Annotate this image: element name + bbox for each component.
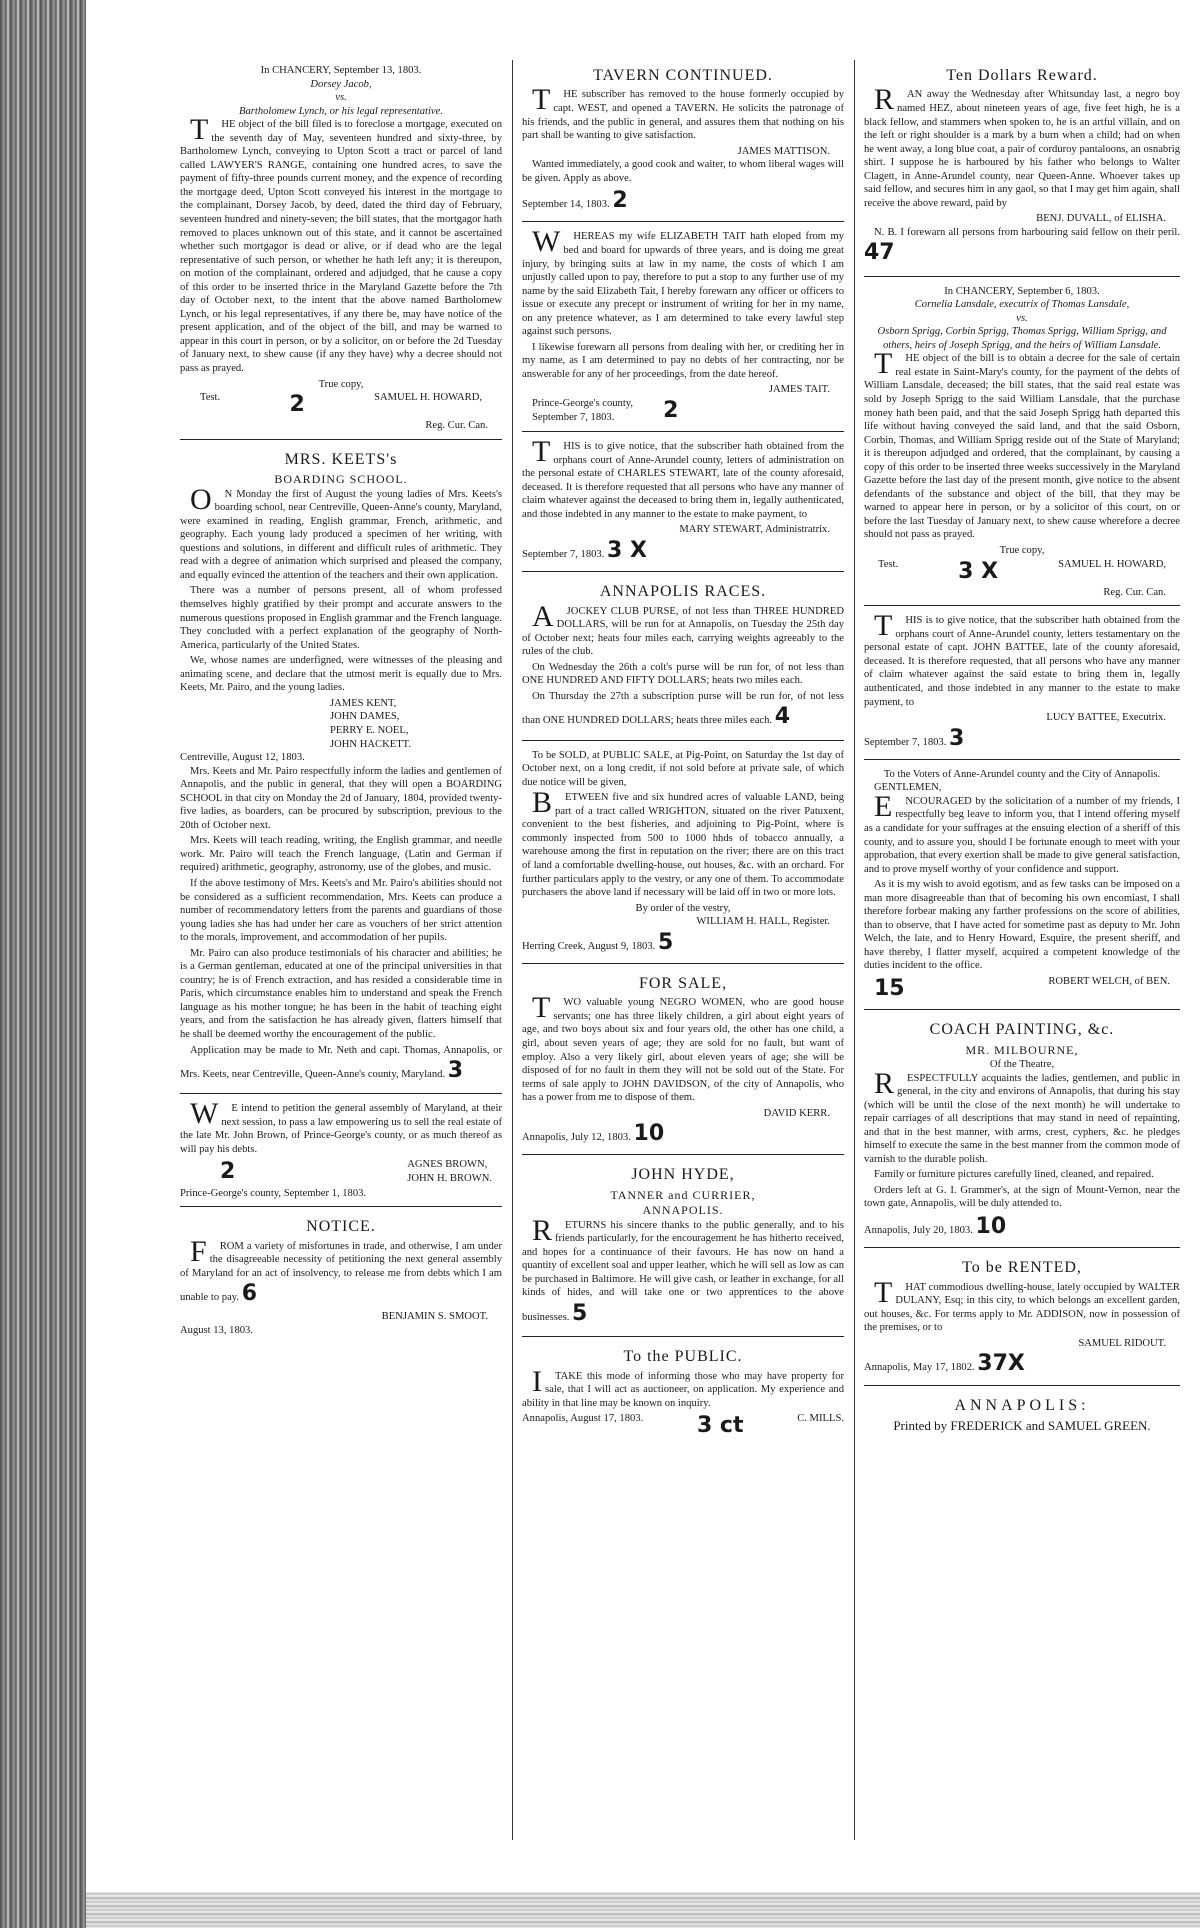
column-2 <box>522 60 844 1860</box>
coach-body: RESPECTFULLY acquaints the ladies, gentlemen, and public in general, in the city and environs of Annapolis, that during his stay (which will be until the close of the next month) he will undertake to repair carriages of all descriptions that may stand in need of repainting, and that in the best manner, with arms, crest, cyphers, &c. he pledges himself to execute the same in the best manner from the common mode of varnish to the durable polish. <box>864 1066 1180 1165</box>
tait-notice <box>522 226 844 432</box>
chancery2-head: In CHANCERY, September 6, 1803. <box>944 285 1100 297</box>
tavern-date-row: September 14, 1803. 2 <box>522 188 628 214</box>
chancery2-test: Test. <box>878 558 899 570</box>
for-sale-ad <box>522 968 844 1156</box>
voters-salute: GENTLEMEN, <box>874 782 942 794</box>
hyde-place: ANNAPOLIS. <box>642 1203 724 1218</box>
keets-title: MRS. KEETS's <box>284 450 398 468</box>
coach-sub: MR. MILBOURNE, <box>965 1042 1079 1057</box>
land-sale-ad <box>522 745 844 964</box>
tait-body: WHEREAS my wife ELIZABETH TAIT hath eloped from my bed and board for upwards of three years, and is doing me great injury, by bringing suits at law in my name, the costs of which I am unjustly called upon to pay, therefore to put a stop to any further use of my name by the said Elizabeth Tait, I hereby forewarn any officer or officers to issue or execute any precept or instrument of writing for her in my name, on any pretence whatever, as I am determined to take every lawful step against such persons. <box>522 225 844 338</box>
chancery2-body: THE object of the bill is to obtain a decree for the sale of certain real estate in Saint-Mary's county, for the payment of the debts of William Lansdale, deceased; the bill states, that the said real estate was sold by Joseph Sprigg to the said William Lansdale, that the purchase money hath been paid, and that the said Joseph Sprigg hath departed this life without having conveyed the said land, and that the said Osborn, Corbin, Thomas, and William Sprigg reside out of the State of Maryland; it is thereupon adjudged and ordered, that the complainant, by causing a copy of this order to be inserted three weeks successively in the Maryland Gazette before the last day of the present month, give notice to the absent defendants of the substance and object of the bill, that they may be warned to appear here in person, or by a solicitor of this court, on or before the last Tuesday of January next, to shew cause wherefore a decree should not pass as prayed. <box>864 347 1180 541</box>
page-bottom-edge <box>86 1892 1200 1928</box>
petition-sig1: AGNES BROWN, <box>407 1159 488 1171</box>
column-3 <box>864 60 1180 1860</box>
stewart-notice <box>522 436 844 572</box>
chancery2-vs: vs. <box>1016 312 1028 324</box>
public-notice <box>522 1341 844 1446</box>
races-p1: AJOCKEY CLUB PURSE, of not less than THREE HUNDRED DOLLARS, will be run for at Annapolis, on Tuesday the 25th day of October next; heats four miles each, carrying weights agreeably to the rules of the club. <box>522 599 844 658</box>
rented-body: THAT commodious dwelling-house, lately occupied by WALTER DULANY, Esq; in this city, to which belongs an excellent garden, out houses, &c. For terms apply to Mr. ADDISON, now in possession of the premises, or to <box>864 1275 1180 1334</box>
chancery2-notice <box>864 281 1180 607</box>
rented-ad <box>864 1252 1180 1385</box>
stewart-date-row: September 7, 1803. 3 X <box>522 538 647 563</box>
forsale-date-row: Annapolis, July 12, 1803. 10 <box>522 1121 665 1147</box>
voters-sig: ROBERT WELCH, of BEN. <box>1048 976 1170 988</box>
battee-date-row: September 7, 1803. 3 <box>864 725 965 751</box>
chancery-head: In CHANCERY, September 13, 1803. <box>260 65 422 76</box>
newspaper-page <box>180 60 1180 1860</box>
handwritten-mark: 47 <box>864 240 895 266</box>
voters-head: To the Voters of Anne-Arundel county and the City of Annapolis. <box>883 768 1161 780</box>
chancery2-reg: Reg. Cur. Can. <box>1103 586 1166 598</box>
chancery-notice <box>180 60 502 440</box>
chancery-copy: True copy, <box>318 378 364 390</box>
chancery-body: THE object of the bill filed is to foreclose a mortgage, executed on the seventh day of May, seventeen hundred and sixty-three, by Bartholomew Lynch, conveying to Upton Scott a tract or parcel of land called LAWYER'S RANGE, containing one hundred acres, to save the payment of fifty-three pounds current money, and the expence of recording the mortgage deed, Upton Scott conveyed his interest in the mortgage to the complainant, Dorsey Jacob, by deed, dated the third day of February, seventeen hundred and ninety-seven; the bill states, that the mortgagor hath removed to places unknown out of this state, and it cannot be ascertained whether such mortgagor is dead or alive, or if dead who are the legal representative of such person, or whether he hath left any; it is thereupon, on motion of the complainant, ordered and adjudged, that he cause a copy of this order to be inserted thrice in the Maryland Gazette before the 7th day of October next, to the intent that the above named Bartholomew Lynch, or his legal representatives, if any there be, may have notice of the present application, and of the object of the bill, and may be warned to appear in this court in person, or by a solicitor, on or before the 2d Tuesday of January next, to shew cause (if any they have) why a decree should not pass as prayed. <box>180 113 502 375</box>
coach-sub2: Of the Theatre, <box>989 1059 1055 1070</box>
races-p2: On Wednesday the 26th a colt's purse will be run for, of not less than ONE HUNDRED AND FIFTY DOLLARS; heats two miles each. <box>522 661 844 687</box>
keets-place: Centreville, August 12, 1803. <box>180 752 305 764</box>
page-binding-edge <box>0 0 86 1928</box>
tait-place: Prince-George's county, <box>532 398 634 410</box>
battee-sig: LUCY BATTEE, Executrix. <box>1046 712 1166 724</box>
sale-date-row: Herring Creek, August 9, 1803. 5 <box>522 929 674 955</box>
rented-date-row: Annapolis, May 17, 1802. 37X <box>864 1351 1025 1377</box>
keets-p2: There was a number of persons present, all of whom professed themselves highly gratified by their prompt and accurate answers to the numerous questions proposed in English grammar and the French language. They concluded with a perfect explanation of the geography of North-America, particularly of the United States. <box>180 585 502 651</box>
handwritten-mark: 3 X <box>958 558 999 584</box>
sale-order: By order of the vestry, <box>635 902 731 914</box>
reward-ad <box>864 60 1180 277</box>
handwritten-mark: 2 <box>663 398 679 424</box>
tait-date: September 7, 1803. <box>532 411 615 423</box>
keets-p5: Mrs. Keets will teach reading, writing, the English grammar, and needle work. Mr. Pairo will teach the French language, (Latin and German if required) arithmetic, geography, astronomy, use of the globes, and music. <box>180 835 502 874</box>
sale-sig: WILLIAM H. HALL, Register. <box>696 916 830 928</box>
reward-title: Ten Dollars Reward. <box>946 67 1098 84</box>
imprint <box>864 1390 1180 1435</box>
keets-p6: If the above testimony of Mrs. Keets's and Mr. Pairo's abilities should not be considered as a sufficient recommendation, Mrs. Keets can produce a number of recommendatory letters from the parents and guardians of those young ladies she has had under her care as vouchers of her strict attention to the morals, improvement, and accommodation of her pupils. <box>180 877 502 944</box>
races-title: ANNAPOLIS RACES. <box>599 583 767 601</box>
handwritten-mark: 4 <box>774 704 791 730</box>
chancery-sig: SAMUEL H. HOWARD, <box>374 392 482 404</box>
coach-date-row: Annapolis, July 20, 1803. 10 <box>864 1214 1007 1240</box>
reward-body: RAN away the Wednesday after Whitsunday last, a negro boy named HEZ, about nineteen years of age, five feet high, he is a black fellow, and stammers when spoken to, he is an artful villain, and on the left or right shoulder is a mark by a burn when a child; had on when he went away, a long blue coat, a pair of corduroy pantaloons, an osnabrig shirt. I suppose he is harboured by his father who belongs to Walter Clagett, in Anne-Arundel county, near Queen-Anne. Whoever takes up said fellow, and secures him in any gaol, so that I may get him again, shall receive the above reward, paid by <box>864 83 1180 209</box>
petition-body: WE intend to petition the general assembly of Maryland, at their next session, to pass a law empowering us to sell the real estate of the late Mr. John Brown, of Prince-George's county, or as much thereof as will pay his debts. <box>180 1097 502 1155</box>
column-1 <box>180 60 502 1860</box>
hyde-title: JOHN HYDE, <box>631 1166 735 1184</box>
handwritten-mark: 3 <box>949 725 965 751</box>
keets-witnesses <box>180 697 502 751</box>
coach-title: COACH PAINTING, &c. <box>929 1021 1115 1039</box>
tavern-body: THE subscriber has removed to the house formerly occupied by capt. WEST, and opened a TAVERN. He solicits the patronage of his friends, and the public in general, and assures them that nothing on his part shall be wanting to give satisfaction. <box>522 83 844 142</box>
tavern-wanted: Wanted immediately, a good cook and waiter, to whom liberal wages will be given. Apply as above. <box>522 159 844 184</box>
handwritten-mark: 6 <box>241 1281 257 1307</box>
petition-place: Prince-George's county, September 1, 1803. <box>180 1187 367 1199</box>
notice-body: FROM a variety of misfortunes in trade, and otherwise, I am under the disagreeable necessity of petitioning the next general assembly of Maryland for an act of insolvency, to release me from debts which I am unable to pay. 6 <box>180 1234 502 1307</box>
reward-nb: N. B. I forewarn all persons from harbouring said fellow on their peril. 47 <box>864 226 1180 266</box>
handwritten-mark: 3 ct <box>696 1413 744 1439</box>
handwritten-mark: 10 <box>975 1214 1007 1240</box>
keets-p3: We, whose names are underfigned, were witnesses of the pleasing and animating scene, and declare that the utmost merit is equally due to Mrs. Keets, Mr. Pairo, and the young ladies. <box>180 655 502 694</box>
chancery2-party1: Cornelia Lansdale, executrix of Thomas Lansdale, <box>914 299 1130 311</box>
keets-p7: Mr. Pairo can also produce testimonials of his character and abilities; he is a German gentleman, educated at one of the principal universities in that country; he is of French extraction, and has resided a considerable time in Paris, which circumstance enables him to understand and speak the French language as his mother tongue; he has been in the habit of teaching eight years, and from the satisfaction he has already given, flatters himself that he shall be deemed worthy the encouragement of the public. <box>180 947 502 1040</box>
handwritten-mark: 5 <box>657 929 674 955</box>
hyde-ad <box>522 1159 844 1337</box>
rented-sig: SAMUEL RIDOUT. <box>1078 1337 1166 1349</box>
chancery2-sig: SAMUEL H. HOWARD, <box>1058 558 1166 570</box>
public-date: Annapolis, August 17, 1803. <box>522 1413 644 1425</box>
tavern-ad <box>522 60 844 222</box>
coach-painting-ad <box>864 1014 1180 1248</box>
races-ad <box>522 576 844 740</box>
imprint-title: ANNAPOLIS: <box>954 1396 1090 1414</box>
boarding-school-ad <box>180 444 502 1094</box>
forsale-title: FOR SALE, <box>638 974 728 992</box>
notice-sig: BENJAMIN S. SMOOT. <box>381 1311 488 1323</box>
forsale-body: TWO valuable young NEGRO WOMEN, who are good house servants; one has three likely children, a girl about eight years of age, and two boys about six and four years old, the other has one child, a girl, about seven years of age; they are sold for no fault, but want of employ. Also a very likely girl, about eleven years of age; she will be disposed of for no fault in them they will not be sold out of the State. For terms of sale apply to JOHN DAVIDSON, of the city of Annapolis, who has a power from me to dispose of them. <box>522 991 844 1104</box>
witness-name: JOHN HACKETT. <box>330 738 412 750</box>
handwritten-mark: 3 <box>447 1058 464 1084</box>
chancery-party1: Dorsey Jacob, <box>310 78 372 90</box>
insolvency-notice <box>180 1211 502 1343</box>
witness-name: JAMES KENT, <box>330 697 397 709</box>
witness-name: JOHN DAMES, <box>330 711 400 723</box>
public-sig: C. MILLS. <box>797 1413 844 1425</box>
public-body: ITAKE this mode of informing those who may have property for sale, that I will act as auctioneer, on application. My experience and ability in that line may be known on inquiry. <box>522 1364 844 1409</box>
coach-body3: Orders left at G. I. Grammer's, at the sign of Mount-Vernon, near the town gate, Annapolis, will be duly attended to. <box>864 1184 1180 1210</box>
handwritten-mark: 5 <box>572 1300 588 1326</box>
petition-sig2: JOHN H. BROWN. <box>407 1172 492 1184</box>
tait-body2: I likewise forewarn all persons from dealing with her, or crediting her in my name, as I am determined to pay no debts of her contracting, nor be answerable for any of her proceedings, from the date hereof. <box>522 341 844 380</box>
races-p3: On Thursday the 27th a subscription purse will be run for, of not less than ONE HUNDRED DOLLARS; heats three miles each. 4 <box>522 690 844 730</box>
rented-title: To be RENTED, <box>962 1259 1082 1277</box>
battee-body: THIS is to give notice, that the subscriber hath obtained from the orphans court of Anne-Arundel county, letters testamentary on the personal estate of capt. JOHN BATTEE, late of the county aforesaid, deceased. It is therefore requested, that all persons who have any manner of claim whatever against the said estate to bring them in, legally authenticated, and those indebted in any manner to the estate to make payment, to <box>864 609 1180 708</box>
forsale-sig: DAVID KERR. <box>763 1107 830 1119</box>
witness-name: PERRY E. NOEL, <box>330 724 409 736</box>
handwritten-mark: 2 <box>612 188 628 214</box>
column-rule <box>512 60 513 1840</box>
voters-address <box>864 764 1180 1010</box>
stewart-body: THIS is to give notice, that the subscriber hath obtained from the orphans court of Anne-Arundel county, letters of administration on the personal estate of CHARLES STEWART, late of the county aforesaid, deceased. It is therefore requested that all persons who have any manner of claim whatever against the deceased to bring them in, legally authenticated, and those indebted in any manner to the estate to make payment, to <box>522 435 844 520</box>
notice-date: August 13, 1803. <box>180 1324 253 1336</box>
handwritten-mark: 2 <box>220 1159 236 1185</box>
handwritten-mark: 3 X <box>607 538 647 563</box>
battee-notice <box>864 610 1180 760</box>
keets-p1: ON Monday the first of August the young ladies of Mrs. Keets's boarding school, near Centreville, Queen-Anne's county, Maryland, were examined in reading, English grammar, French, arithmetic, and geography. Each young lady produced a specimen of her writing, with questions and solutions, in different and difficult rules of arithmetic. They read with a degree of animation which surprised and pleased the company, and equally evinced the attention of the teachers and their own application. <box>180 482 502 581</box>
stewart-sig: MARY STEWART, Administratrix. <box>679 524 830 536</box>
hyde-body: RETURNS his sincere thanks to the public generally, and to his friends particularly, for the encouragement he has hitherto received, and hopes for a continuance of their favours. He has now on hand a quantity of excellent soal and upper leather, which he will sell as low as can be purchased in Baltimore. He will give cash, or leather in exchange, for all kinds of hides, and will take one or two apprentices to the above businesses. 5 <box>522 1213 844 1326</box>
keets-sub: BOARDING SCHOOL. <box>274 472 408 487</box>
keets-p4: Mrs. Keets and Mr. Pairo respectfully inform the ladies and gentlemen of Annapolis, and the public in general, that they will open a BOARDING SCHOOL in that city on Monday the 2d of January, 1804, provided twenty-five ladies, as boarders, can be procured by subscription, previous to the 20th of October next. <box>180 765 502 831</box>
handwritten-mark: 2 <box>289 392 305 418</box>
chancery-vs: vs. <box>335 92 347 104</box>
chancery-test: Test. <box>200 392 221 404</box>
chancery2-copy: True copy, <box>999 545 1045 557</box>
petition-notice <box>180 1098 502 1207</box>
keets-p8: Application may be made to Mr. Neth and capt. Thomas, Annapolis, or Mrs. Keets, near Centreville, Queen-Anne's county, Maryland. 3 <box>180 1044 502 1084</box>
handwritten-mark: 15 <box>874 976 905 1002</box>
column-rule <box>854 60 855 1840</box>
voters-p1: ENCOURAGED by the solicitation of a number of my friends, I respectfully beg leave to inform you, that I intend offering myself as a candidate for your suffrages at the ensuing election of a sheriff of this county, and to assure you, should I be fortunate enough to meet with your approbation, that every exertion shall be made to give general satisfaction, and to prove myself worthy of your confidence and support. <box>864 789 1180 875</box>
notice-title: NOTICE. <box>306 1218 376 1236</box>
chancery2-party2: Osborn Sprigg, Corbin Sprigg, Thomas Sprigg, William Sprigg, and others, heirs of Joseph Sprigg, and the heirs of William Lansdale. <box>877 326 1167 351</box>
hyde-sub: TANNER and CURRIER, <box>610 1187 756 1202</box>
tavern-title: TAVERN CONTINUED. <box>593 67 773 84</box>
chancery-reg: Reg. Cur. Can. <box>425 420 488 432</box>
sale-head: To be SOLD, at PUBLIC SALE, at Pig-Point, on Saturday the 1st day of October next, on a long credit, if not sold before at private sale, of which due notice will be given, <box>522 749 844 788</box>
tait-sig: JAMES TAIT. <box>768 384 830 396</box>
tavern-sig: JAMES MATTISON. <box>737 145 830 157</box>
voters-p2: As it is my wish to avoid egotism, and as few tasks can be imposed on a man more disagreeable than that of becoming his own encomiast, I shall therefore forbear making any farther professions on the score of abilities, than to observe, that I have acted for sometime past as deputy to Mr. John Welch, the late, and to Henry Howard, Esquire, the present sheriff, and have thereby, I flatter myself, acquired a competent knowledge of the duties incident to the office. <box>864 879 1180 972</box>
imprint-body: Printed by FREDERICK and SAMUEL GREEN. <box>893 1418 1151 1433</box>
public-title: To the PUBLIC. <box>623 1348 743 1366</box>
handwritten-mark: 10 <box>633 1121 665 1147</box>
reward-sig: BENJ. DUVALL, of ELISHA. <box>1036 213 1166 225</box>
chancery-party2: Bartholomew Lynch, or his legal representative. <box>239 105 443 117</box>
coach-body2: Family or furniture pictures carefully lined, cleaned, and repaired. <box>874 1169 1154 1181</box>
sale-body: BETWEEN five and six hundred acres of valuable LAND, being part of a tract called WRIGHTON, situated on the river Patuxent, convenient to the best fisheries, and adjoining to Pig-Point, where is commonly inspected from 500 to 1000 hhds of tobacco annually, a warehouse among the first in reputation on the river; there are on this tract of land a comfortable dwelling-house, out houses, &c. with an orchard. For further particulars apply to the vestry, or any one of them. To accommodate purchasers the above land if necessary will be laid off in two or more lots. <box>522 786 844 899</box>
handwritten-mark: 37X <box>977 1351 1025 1377</box>
